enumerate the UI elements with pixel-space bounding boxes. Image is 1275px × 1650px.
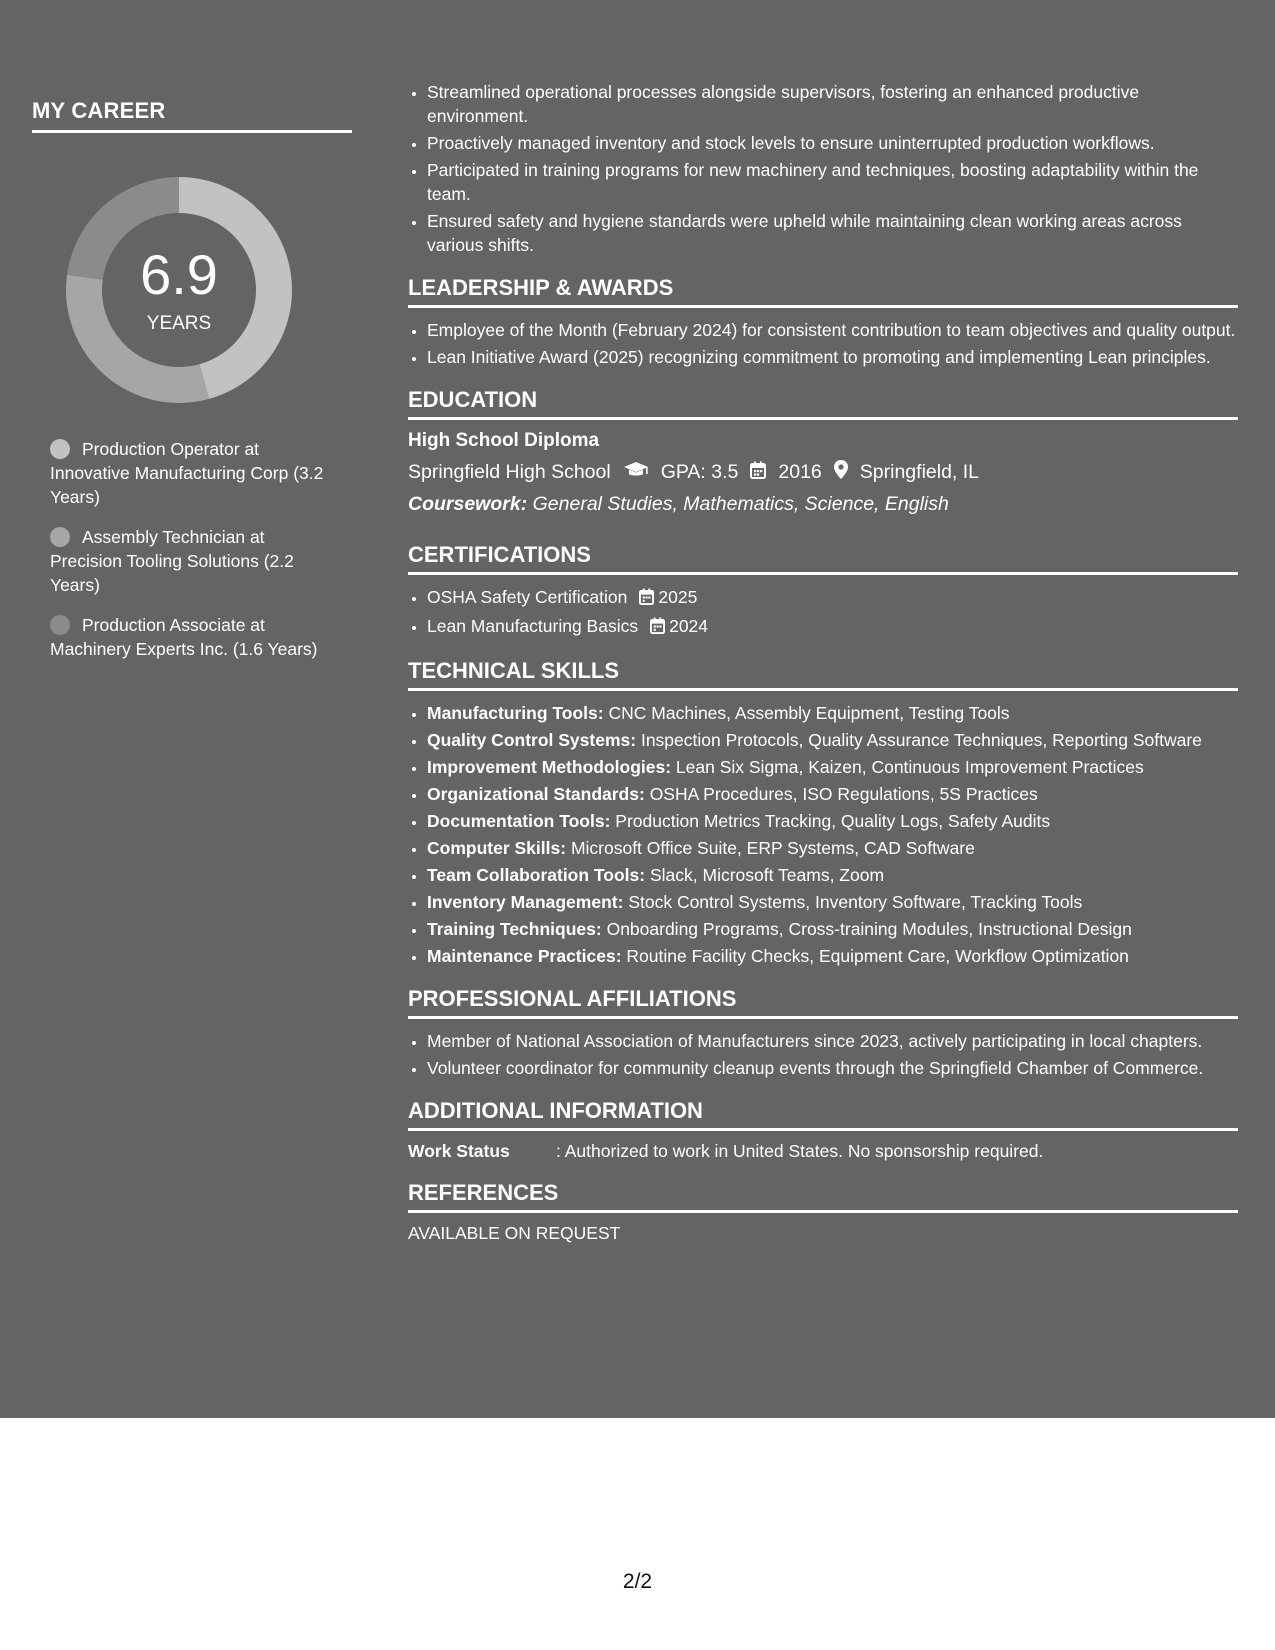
coursework-value: General Studies, Mathematics, Science, English (532, 493, 949, 515)
coursework-label: Coursework: (408, 493, 528, 515)
references-heading: REFERENCES (408, 1180, 1238, 1213)
affiliations-list (408, 1029, 1238, 1080)
certification-name: OSHA Safety Certification (427, 587, 628, 607)
certification-item (427, 614, 1238, 640)
work-status-label: Work Status (408, 1141, 510, 1161)
career-legend-item (50, 525, 335, 597)
affiliations-heading: PROFESSIONAL AFFILIATIONS (408, 986, 1238, 1019)
skill-category: Team Collaboration Tools: (427, 865, 646, 885)
certification-item (427, 585, 1238, 611)
legend-dot (50, 527, 70, 547)
skill-values: Production Metrics Tracking, Quality Logs, Safety Audits (615, 811, 1051, 831)
skill-category: Maintenance Practices: (427, 946, 622, 966)
skill-item (427, 782, 1238, 806)
additional-info-heading: ADDITIONAL INFORMATION (408, 1098, 1238, 1131)
education-year: 2016 (778, 461, 822, 483)
calendar-icon (650, 616, 665, 640)
education-details (408, 460, 1238, 485)
skill-item (427, 755, 1238, 779)
leadership-item: • Employee of the Month (February 2024) for consistent contribution to team objectives and quality output. (427, 318, 1238, 342)
skill-item (427, 863, 1238, 887)
career-donut (66, 177, 292, 403)
skill-category: Improvement Methodologies: (427, 757, 672, 777)
skill-category: Inventory Management: (427, 892, 624, 912)
experience-bullets (408, 80, 1238, 257)
calendar-icon (750, 461, 766, 485)
career-legend (50, 437, 335, 661)
total-years-value: 6.9 (140, 243, 218, 306)
skills-list (408, 701, 1238, 968)
certification-year: 2024 (669, 616, 709, 636)
skill-category: Quality Control Systems: (427, 730, 637, 750)
education-gpa: GPA: 3.5 (660, 461, 739, 483)
legend-label: Production Operator at Innovative Manufacturing Corp (3.2 Years) (50, 439, 324, 507)
career-heading: MY CAREER (32, 98, 352, 133)
references-text: AVAILABLE ON REQUEST (408, 1223, 621, 1243)
skill-values: CNC Machines, Assembly Equipment, Testing Tools (608, 703, 1010, 723)
career-legend-item (50, 613, 335, 661)
left-column (32, 98, 352, 677)
skill-values: Slack, Microsoft Teams, Zoom (649, 865, 885, 885)
skill-item (427, 944, 1238, 968)
leadership-heading: LEADERSHIP & AWARDS (408, 275, 1238, 308)
work-status-row (408, 1141, 1238, 1162)
leadership-item: • Lean Initiative Award (2025) recognizing commitment to promoting and implementing Lean principles. (427, 345, 1238, 369)
experience-bullet: • Ensured safety and hygiene standards were upheld while maintaining clean working areas across various shifts. (427, 209, 1238, 257)
skill-item (427, 890, 1238, 914)
skill-values: OSHA Procedures, ISO Regulations, 5S Practices (649, 784, 1038, 804)
skill-category: Training Techniques: (427, 919, 602, 939)
skill-item (427, 701, 1238, 725)
leadership-list (408, 318, 1238, 369)
experience-bullet: • Participated in training programs for new machinery and techniques, boosting adaptability within the team. (427, 158, 1238, 206)
work-status-value: : Authorized to work in United States. No sponsorship required. (556, 1141, 1044, 1161)
education-entry (408, 430, 1238, 516)
skill-category: Organizational Standards: (427, 784, 645, 804)
calendar-icon (639, 587, 654, 611)
certifications-list (408, 585, 1238, 640)
education-school: Springfield High School (408, 461, 611, 483)
legend-label: Assembly Technician at Precision Tooling Solutions (2.2 Years) (50, 527, 294, 595)
education-coursework (408, 493, 1238, 516)
education-heading: EDUCATION (408, 387, 1238, 420)
education-location: Springfield, IL (859, 461, 980, 483)
education-degree: High School Diploma (408, 430, 600, 451)
skill-item (427, 728, 1238, 752)
skill-values: Microsoft Office Suite, ERP Systems, CAD Software (570, 838, 975, 858)
skill-values: Stock Control Systems, Inventory Software, Tracking Tools (628, 892, 1083, 912)
skill-category: Computer Skills: (427, 838, 567, 858)
skill-values: Inspection Protocols, Quality Assurance Techniques, Reporting Software (640, 730, 1202, 750)
right-column (408, 80, 1238, 1244)
certifications-heading: CERTIFICATIONS (408, 542, 1238, 575)
skill-item (427, 917, 1238, 941)
map-pin-icon (834, 460, 848, 485)
page-number: 2/2 (622, 1570, 653, 1593)
affiliation-item: • Member of National Association of Manufacturers since 2023, actively participating in local chapters. (427, 1029, 1238, 1053)
total-years-unit: YEARS (146, 313, 212, 334)
skill-category: Documentation Tools: (427, 811, 611, 831)
legend-dot (50, 615, 70, 635)
certification-name: Lean Manufacturing Basics (427, 616, 639, 636)
legend-dot (50, 439, 70, 459)
affiliation-item: • Volunteer coordinator for community cleanup events through the Springfield Chamber of Commerce. (427, 1056, 1238, 1080)
career-legend-item (50, 437, 335, 509)
skill-category: Manufacturing Tools: (427, 703, 604, 723)
skill-values: Routine Facility Checks, Equipment Care, Workflow Optimization (626, 946, 1129, 966)
skill-item (427, 809, 1238, 833)
skill-item (427, 836, 1238, 860)
skill-values: Lean Six Sigma, Kaizen, Continuous Improvement Practices (675, 757, 1144, 777)
graduation-cap-icon (623, 461, 649, 485)
certification-year: 2025 (658, 587, 698, 607)
experience-bullet: • Proactively managed inventory and stock levels to ensure uninterrupted production workflows. (427, 131, 1238, 155)
skills-heading: TECHNICAL SKILLS (408, 658, 1238, 691)
skill-values: Onboarding Programs, Cross-training Modules, Instructional Design (606, 919, 1132, 939)
legend-label: Production Associate at Machinery Experts Inc. (1.6 Years) (50, 615, 318, 659)
experience-bullet: • Streamlined operational processes alongside supervisors, fostering an enhanced productive environment. (427, 80, 1238, 128)
